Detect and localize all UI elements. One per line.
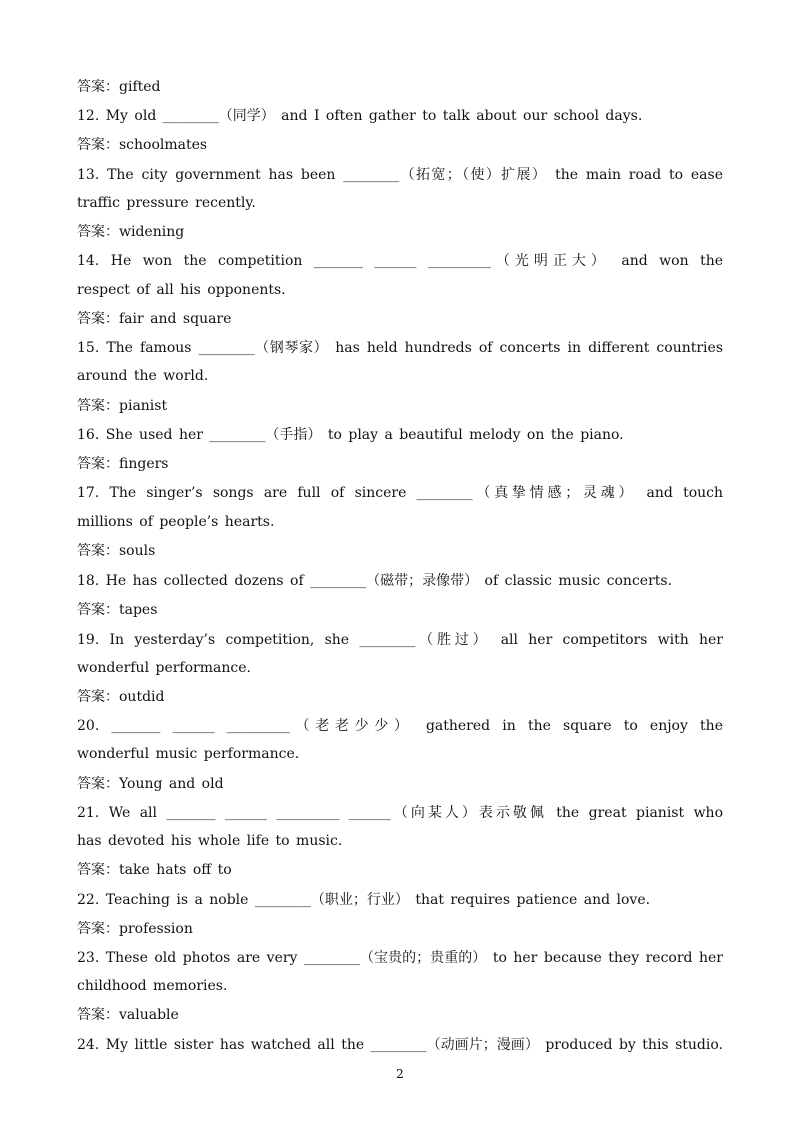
answer-line: 答案：Young and old	[77, 776, 224, 792]
question-line-continued: traffic pressure recently.	[77, 195, 256, 211]
question-line: 24. My little sister has watched all the ________（动画片；漫画） produced by this studio.	[77, 1037, 723, 1053]
answer-line: 答案：pianist	[77, 398, 168, 414]
question-line-continued: respect of all his opponents.	[77, 282, 286, 298]
answer-line: 答案：take hats off to	[77, 862, 232, 878]
question-line-continued: wonderful music performance.	[77, 746, 300, 762]
answer-line: 答案：profession	[77, 921, 193, 937]
question-line-continued: around the world.	[77, 368, 209, 384]
question-line-continued: wonderful performance.	[77, 660, 251, 676]
page-number: 2	[396, 1067, 404, 1081]
answer-line: 答案：gifted	[77, 79, 161, 95]
question-line: 12. My old ________（同学） and I often gather to talk about our school days.	[77, 108, 643, 124]
answer-line: 答案：widening	[77, 224, 185, 240]
answer-line: 答案：fingers	[77, 456, 169, 472]
question-line-continued: childhood memories.	[77, 978, 228, 994]
question-line: 13. The city government has been ________（拓宽；（使）扩展） the main road to ease	[77, 167, 723, 183]
question-line: 16. She used her ________（手指） to play a beautiful melody on the piano.	[77, 427, 624, 443]
answer-line: 答案：outdid	[77, 689, 165, 705]
answer-line: 答案：souls	[77, 543, 156, 559]
question-line: 23. These old photos are very ________（宝贵的；贵重的） to her because they record her	[77, 950, 723, 966]
question-line: 20. _______ ______ _________（老老少少） gathered in the square to enjoy the	[77, 718, 723, 734]
question-line: 22. Teaching is a noble ________（职业；行业） that requires patience and love.	[77, 892, 651, 908]
question-line-continued: millions of people’s hearts.	[77, 514, 275, 530]
question-line: 14. He won the competition _______ ______ _________（光明正大） and won the	[77, 253, 723, 269]
question-line: 19. In yesterday’s competition, she ________（胜过） all her competitors with her	[77, 632, 723, 648]
question-line: 18. He has collected dozens of ________（磁带；录像带） of classic music concerts.	[77, 573, 673, 589]
question-line-continued: has devoted his whole life to music.	[77, 833, 343, 849]
question-line: 21. We all _______ ______ _________ ______（向某人）表示敬佩 the great pianist who	[77, 805, 723, 821]
answer-line: 答案：valuable	[77, 1007, 179, 1023]
answer-line: 答案：schoolmates	[77, 137, 208, 153]
question-line: 17. The singer’s songs are full of sincere ________（真挚情感；灵魂） and touch	[77, 485, 723, 501]
answer-line: 答案：tapes	[77, 602, 158, 618]
answer-line: 答案：fair and square	[77, 311, 232, 327]
question-line: 15. The famous ________（钢琴家） has held hundreds of concerts in different countries	[77, 340, 723, 356]
